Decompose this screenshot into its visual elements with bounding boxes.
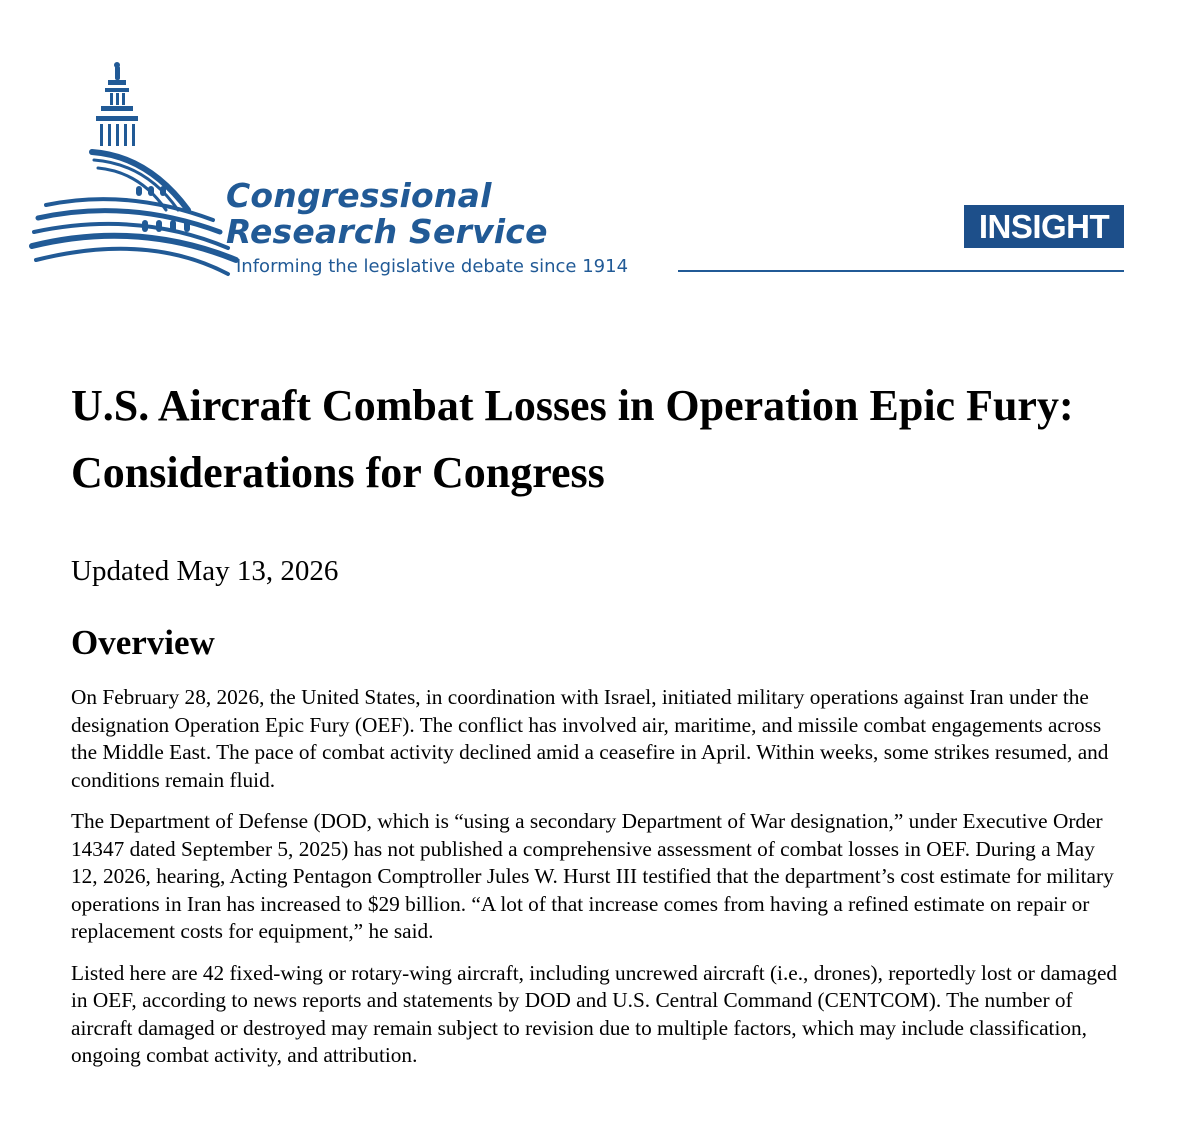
paragraph: Listed here are 42 fixed-wing or rotary-wing aircraft, including uncrewed aircraft (i.e., drones), reportedly lost or damaged in OEF, according to news reports and statements by DOD and U.S. Central Command (CENTCOM). The number of aircraft damaged or destroyed may remain subject to revision due to multiple factors, which may include classification, ongoing combat activity, and attribution. [71,960,1118,1067]
paragraph: The Department of Defense (DOD, which is “using a secondary Department of War designation,” under Executive Order 14347 dated September 5, 2025) has not published a comprehensive assessment of combat losses in OEF. During a May 12, 2026, hearing, Acting Pentagon Comptroller Jules W. Hurst III testified that the department’s cost estimate for military operations in Iran has increased to $29 billion. “A lot of that increase comes from having a refined estimate on repair or replacement costs for equipment,” he said. [71,809,1114,943]
insight-badge: INSIGHT [964,205,1124,248]
header-rule [678,270,1124,272]
report-title: U.S. Aircraft Combat Losses in Operation Epic Fury: Considerations for Congress [71,381,1074,497]
org-tagline: Informing the legislative debate since 1914 [236,256,629,277]
capitol-dome-icon [28,60,243,280]
org-name-line1: Congressional [226,176,492,215]
updated-date: Updated May 13, 2026 [71,555,339,587]
paragraph: On February 28, 2026, the United States, in coordination with Israel, initiated military operations against Iran under the designation Operation Epic Fury (OEF). The conflict has involved air, maritime, and missile combat engagements across the Middle East. The pace of combat activity declined amid a ceasefire in April. Within weeks, some strikes resumed, and conditions remain fluid. [71,685,1109,792]
org-name-line2: Research Service [226,212,548,251]
section-heading-overview: Overview [71,623,215,662]
overview-body [71,684,1121,1084]
crs-masthead [28,60,1138,290]
